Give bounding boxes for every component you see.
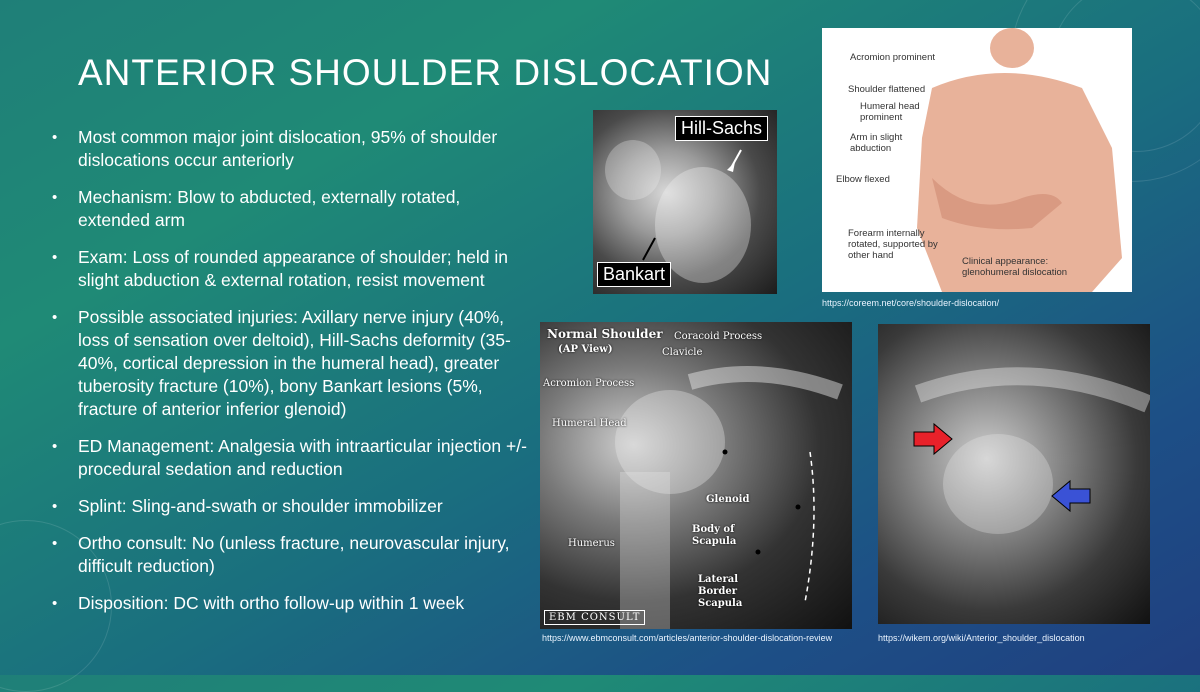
ebm-consult-logo: EBM CONSULT <box>544 610 645 625</box>
wikem-source-caption: https://wikem.org/wiki/Anterior_shoulder_dislocation <box>878 633 1085 643</box>
label-lateral-border: Lateral Border Scapula <box>698 574 743 609</box>
normal-shoulder-xray-image <box>540 322 852 629</box>
label-humeral-head: Humeral head prominent <box>860 101 920 123</box>
label-arm: Arm in slight abduction <box>850 132 903 154</box>
bullet-item: • Most common major joint dislocation, 95% of shoulder dislocations occur anteriorly <box>52 127 498 170</box>
bullet-item: • Ortho consult: No (unless fracture, neurovascular injury, difficult reduction) <box>52 533 510 576</box>
label-elbow: Elbow flexed <box>836 174 890 185</box>
label-acromion: Acromion prominent <box>850 52 936 63</box>
bullet-list <box>52 126 532 629</box>
hill-sachs-xray-image <box>593 110 777 294</box>
bullet-item: • Splint: Sling-and-swath or shoulder immobilizer <box>52 496 443 516</box>
label-shoulder: Shoulder flattened <box>848 84 926 95</box>
dislocation-xray-image <box>878 324 1150 624</box>
bullet-item: • ED Management: Analgesia with intraarticular injection +/- procedural sedation and reduction <box>52 436 527 479</box>
blue-arrow-icon <box>1050 479 1092 513</box>
xray-title: Normal Shoulder <box>547 327 663 341</box>
label-body-of-scapula: Body of Scapula <box>692 524 737 547</box>
xray-bones-graphic <box>878 324 1150 624</box>
xray-subtitle: (AP View) <box>558 344 613 355</box>
label-coracoid: Coracoid Process <box>674 331 763 342</box>
label-forearm: Forearm internally rotated, supported by other hand <box>848 228 938 261</box>
bankart-label: Bankart <box>597 262 671 287</box>
bullet-item: • Possible associated injuries: Axillary nerve injury (40%, loss of sensation over deltoid), Hill-Sachs deformity (35-40%, cortical depression in the humeral head), greater tuberosity fracture (10%), bony Bankart lesions (5%, fracture of anterior inferior glenoid) <box>52 307 511 419</box>
label-glenoid: Glenoid <box>706 494 750 505</box>
red-arrow-icon <box>912 422 954 456</box>
label-humeral-head: Humeral Head <box>552 418 627 429</box>
bullet-item: • Mechanism: Blow to abducted, externally rotated, extended arm <box>52 187 461 230</box>
ebmconsult-source-caption: https://www.ebmconsult.com/articles/anterior-shoulder-dislocation-review <box>542 633 833 643</box>
bullet-item: • Disposition: DC with ortho follow-up within 1 week <box>52 593 465 613</box>
label-clinical: Clinical appearance: glenohumeral dislocation <box>962 256 1068 278</box>
xray-bones-graphic <box>540 322 852 629</box>
clinical-illustration-image <box>822 28 1132 292</box>
slide-title: ANTERIOR SHOULDER DISLOCATION <box>78 52 773 93</box>
bullet-item: • Exam: Loss of rounded appearance of shoulder; held in slight abduction & external rotation, resist movement <box>52 247 509 290</box>
label-acromion-process: Acromion Process <box>543 378 635 389</box>
label-humerus: Humerus <box>568 538 615 549</box>
coreem-source-caption: https://coreem.net/core/shoulder-dislocation/ <box>822 298 1000 308</box>
label-clavicle: Clavicle <box>662 347 703 358</box>
hill-sachs-label: Hill-Sachs <box>675 116 768 141</box>
